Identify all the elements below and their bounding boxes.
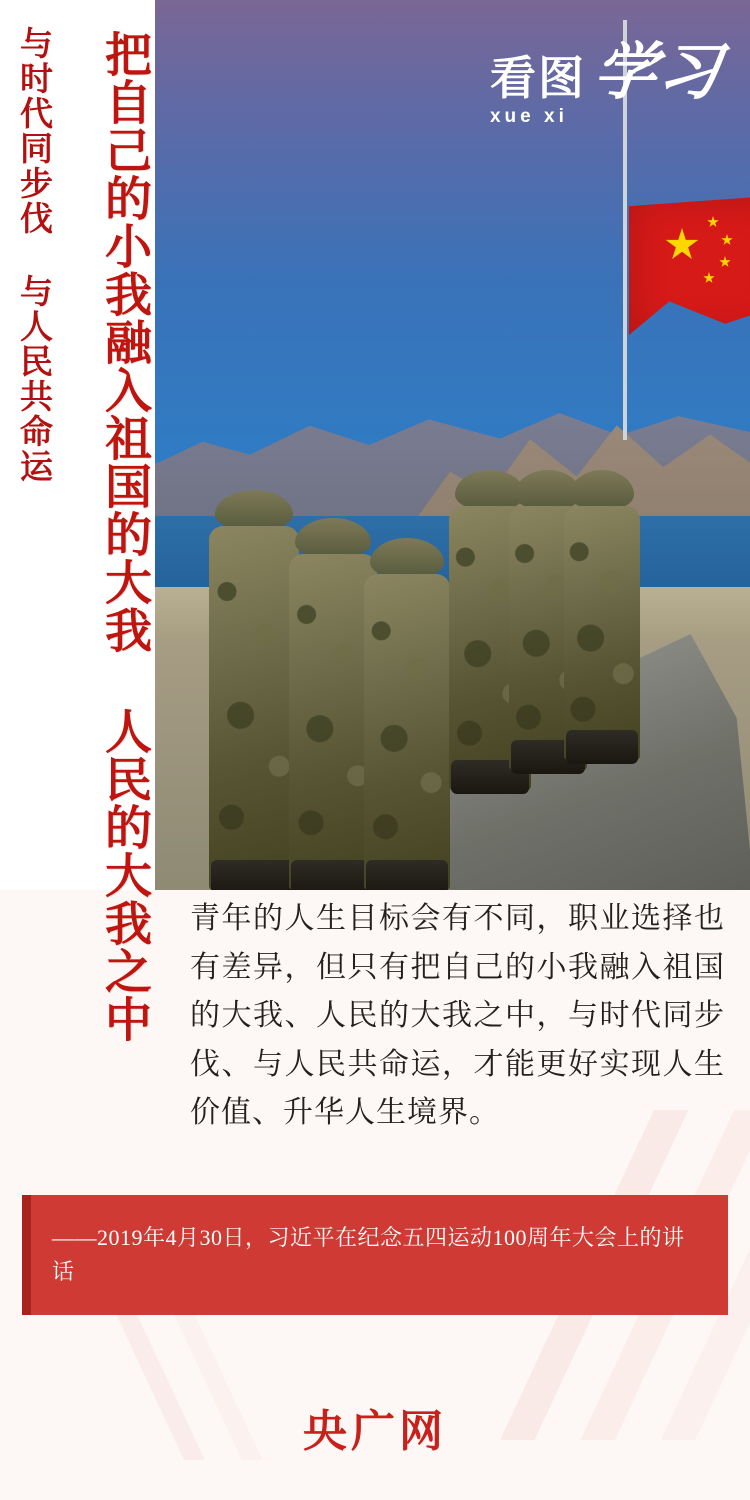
source-block xyxy=(22,1195,728,1315)
helmet xyxy=(570,470,634,510)
soldier-figure xyxy=(295,518,371,890)
footer xyxy=(0,1395,750,1459)
hero-photo xyxy=(155,0,750,890)
boots xyxy=(366,860,448,890)
brand-lockup xyxy=(489,39,726,128)
quote-text: 青年的人生目标会有不同，职业选择也有差异，但只有把自己的小我融入祖国的大我、人民的大我之中，与时代同步伐、与人民共命运，才能更好实现人生价值、升华人生境界。 xyxy=(190,902,725,1130)
soldier-figure xyxy=(215,490,293,890)
page-title: 把自己的小我融入祖国的大我 人民的大我之中 xyxy=(98,30,150,1043)
soldier-figure xyxy=(370,538,444,890)
publisher-logo: 央广网 xyxy=(303,1407,447,1456)
brand-line-2: xue xi xyxy=(489,105,568,127)
uniform xyxy=(564,506,640,760)
source-accent-bar xyxy=(22,1195,31,1315)
subtitle-vertical: 与时代同步伐 与人民共命运 xyxy=(15,26,51,484)
uniform xyxy=(364,574,450,890)
boots xyxy=(566,730,638,764)
helmet xyxy=(215,490,293,530)
brand-text-xuexi-script: 学习 xyxy=(590,39,726,107)
helmet xyxy=(370,538,444,578)
uniform xyxy=(209,526,299,890)
title-wrapper xyxy=(0,0,155,1180)
boots xyxy=(291,860,375,890)
brand-text-kantu: 看图 xyxy=(489,52,586,104)
source-text: ——2019年4月30日，习近平在纪念五四运动100周年大会上的讲话 xyxy=(52,1225,685,1285)
soldier-figure xyxy=(570,470,634,760)
helmet xyxy=(295,518,371,558)
brand-line-1 xyxy=(489,39,726,107)
boots xyxy=(211,860,297,890)
